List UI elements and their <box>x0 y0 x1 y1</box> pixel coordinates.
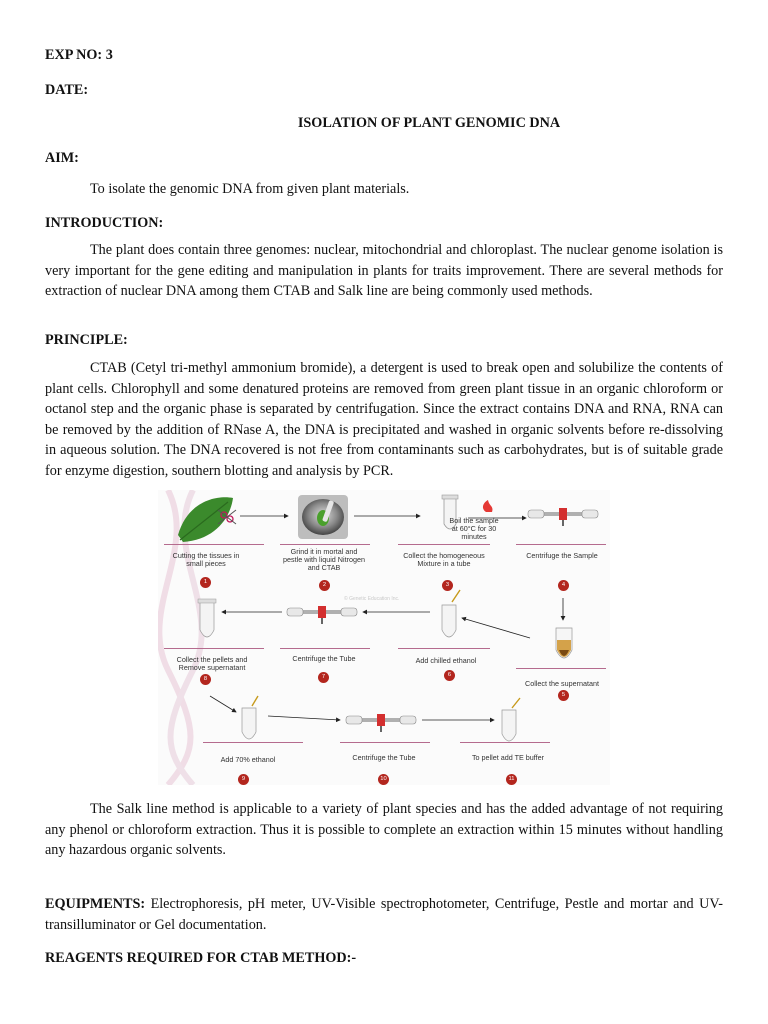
salk-text: The Salk line method is applicable to a variety of plant species and has the added advantage of not requiring any phenol or chloroform extraction. Thus it is possible to complete an extraction within 15 minutes without handling any hazardous organic solvents. <box>45 801 723 859</box>
step-label: Collect the homogeneous Mixture in a tube <box>403 551 485 568</box>
step-label: Grind it in mortal and pestle with liquid Nitrogen and CTAB <box>283 547 365 572</box>
step-number: 5 <box>558 690 569 701</box>
separator <box>398 648 490 649</box>
exp-number: EXP NO: 3 <box>45 47 113 63</box>
ethanol-tube-icon <box>442 590 460 637</box>
principle-text: CTAB (Cetyl tri-methyl ammonium bromide), a detergent is used to break open and solubilize the contents of plant cells. Chlorophyll and some denatured proteins are removed from green plant tissue in an organic chloroform or octanol step and the organic phase is separated by centrifugation. Since the extract contains DNA and RNA, RNA can be removed by the addition of RNase A, the DNA is precipitated and washed in organic solvents before re-dissolving in aqueous solution. The DNA recovered is not free from contaminants such as carbohydrates, but is of suitable grade for enzyme digestion, southern blotting and analysis by PCR. <box>45 360 723 479</box>
separator <box>340 742 430 743</box>
step-label: Centrifuge the Tube <box>352 753 416 762</box>
separator <box>460 742 550 743</box>
step-number: 3 <box>442 580 453 591</box>
ctab-workflow-diagram <box>158 490 610 785</box>
step-number: 7 <box>318 672 329 683</box>
step-label: Centrifuge the Tube <box>292 654 356 663</box>
page-title: ISOLATION OF PLANT GENOMIC DNA <box>297 115 561 131</box>
step-label: Centrifuge the Sample <box>526 551 598 560</box>
step-label: Collect the pellets and Remove supernatant <box>176 655 248 672</box>
equipments-text: Electrophoresis, pH meter, UV-Visible spectrophotometer, Centrifuge, Pestle and mortar and UV-transilluminator or Gel documentation. <box>45 896 723 933</box>
step-label: Cutting the tissues in small pieces <box>172 551 240 568</box>
principle-heading: PRINCIPLE: <box>45 332 128 348</box>
introduction-text: The plant does contain three genomes: nuclear, mitochondrial and chloroplast. The nuclear genome isolation is very important for the gene editing and manipulation in plants for traits improvement. There are several methods for extraction of nuclear DNA among them CTAB and Salk line are being commonly used methods. <box>45 242 723 300</box>
separator <box>164 648 264 649</box>
centrifuge-icon <box>287 606 357 624</box>
step-number: 2 <box>319 580 330 591</box>
mortar-pestle-icon <box>298 495 348 539</box>
date-label: DATE: <box>45 82 89 98</box>
separator <box>516 668 606 669</box>
step-label: Add 70% ethanol <box>220 755 276 764</box>
aim-text: To isolate the genomic DNA from given plant materials. <box>90 181 410 197</box>
separator <box>516 544 606 545</box>
step-number: 4 <box>558 580 569 591</box>
step-number: 6 <box>444 670 455 681</box>
centrifuge-icon <box>346 714 416 732</box>
step-label: Collect the supernatant <box>525 679 599 688</box>
step-label: Add chilled ethanol <box>415 656 477 665</box>
reagents-heading: REAGENTS REQUIRED FOR CTAB METHOD:- <box>45 950 357 966</box>
principle-paragraph <box>45 358 723 482</box>
flame-icon <box>483 500 493 512</box>
introduction-paragraph <box>45 240 723 302</box>
te-buffer-tube-icon <box>502 698 520 741</box>
aim-heading: AIM: <box>45 150 79 166</box>
step-number: 8 <box>200 674 211 685</box>
centrifuge-icon <box>528 508 598 526</box>
separator <box>398 544 490 545</box>
diagram-watermark: © Genetic Education Inc. <box>344 596 400 602</box>
salk-paragraph <box>45 799 723 861</box>
separator <box>280 544 370 545</box>
diagram-graphics <box>158 490 610 785</box>
introduction-heading: INTRODUCTION: <box>45 215 164 231</box>
equipments-paragraph <box>45 894 723 935</box>
separator <box>203 742 303 743</box>
separator <box>164 544 264 545</box>
step-number: 11 <box>506 774 517 785</box>
step-label: To pellet add TE buffer <box>471 753 545 762</box>
supernatant-tube-icon <box>556 628 572 658</box>
step-number: 1 <box>200 577 211 588</box>
pellet-tube-icon <box>198 599 216 637</box>
step-number: 10 <box>378 774 389 785</box>
equipments-heading: EQUIPMENTS: <box>45 896 146 912</box>
ethanol-wash-tube-icon <box>242 696 258 739</box>
step-number: 9 <box>238 774 249 785</box>
boil-note: Boil the sample at 60°C for 30 minutes <box>449 516 499 541</box>
separator <box>280 648 370 649</box>
